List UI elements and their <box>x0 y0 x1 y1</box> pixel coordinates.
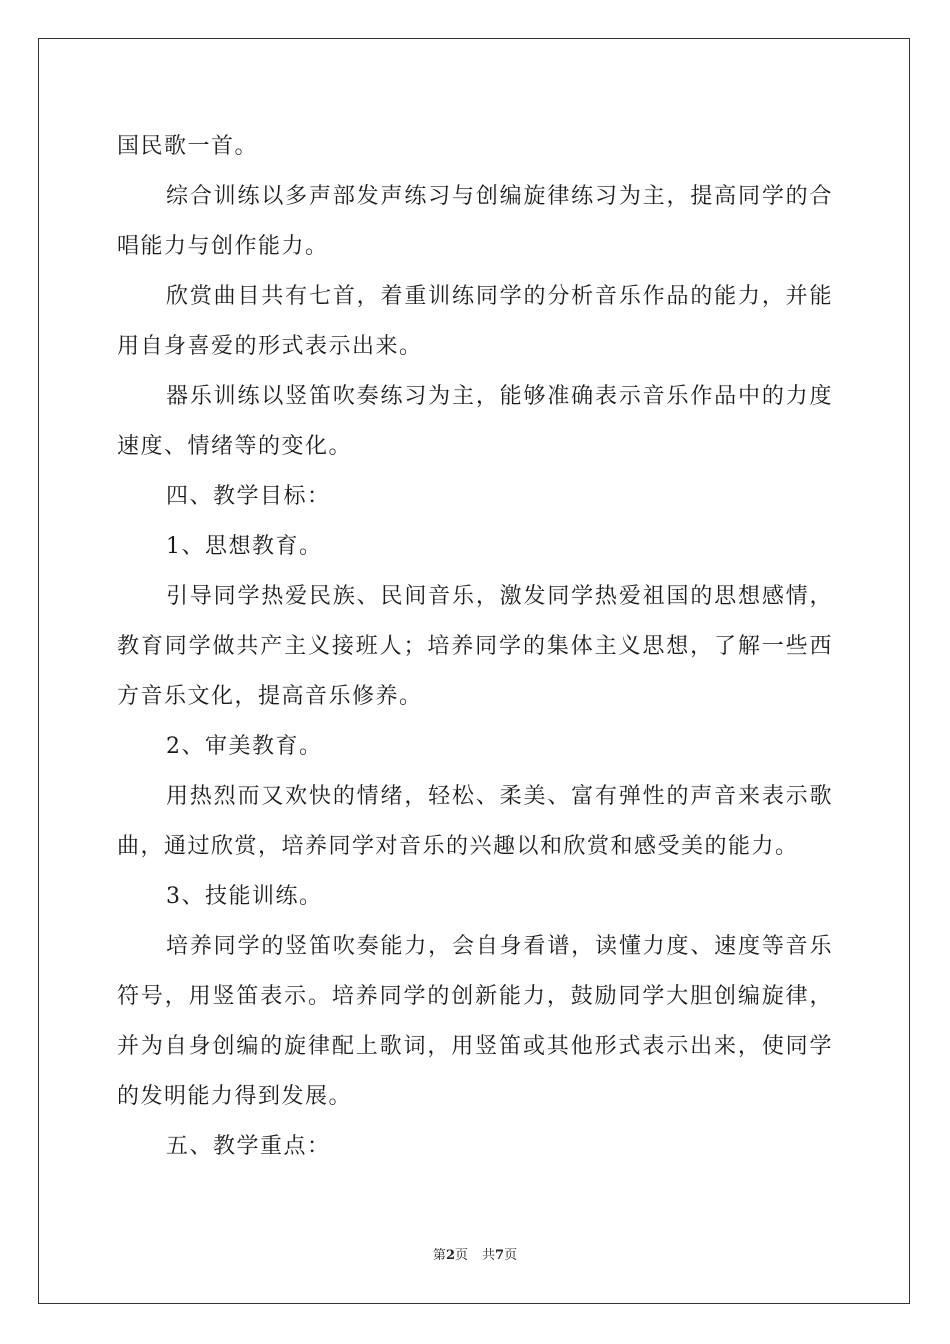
paragraph-6: 引导同学热爱民族、民间音乐，激发同学热爱祖国的思想感情，教育同学做共产主义接班人；培养同学的集体主义思想，了解一些西方音乐文化，提高音乐修养。 <box>117 584 833 709</box>
section-heading-key-points: 五、教学重点： <box>166 1134 331 1159</box>
footer-total-prefix: 共 <box>482 1248 496 1263</box>
subheading-ideology: 1、思想教育。 <box>166 534 323 559</box>
paragraph-10: 培养同学的竖笛吹奏能力，会自身看谱，读懂力度、速度等音乐符号，用竖笛表示。培养同学的创新能力，鼓励同学大胆创编旋律，并为自身创编的旋律配上歌词，用竖笛或其他形式表示出来，使同学的发明能力得到发展。 <box>117 934 833 1109</box>
section-heading-objectives: 四、教学目标： <box>166 484 331 509</box>
paragraph-0: 国民歌一首。 <box>117 134 259 159</box>
paragraph-1: 综合训练以多声部发声练习与创编旋律练习为主，提高同学的合唱能力与创作能力。 <box>117 184 833 259</box>
page-footer <box>0 1244 950 1263</box>
subheading-aesthetics: 2、审美教育。 <box>166 734 323 759</box>
document-body <box>117 122 833 1172</box>
paragraph-2: 欣赏曲目共有七首，着重训练同学的分析音乐作品的能力，并能用自身喜爱的形式表示出来。 <box>117 284 833 359</box>
footer-total-suffix: 页 <box>504 1248 518 1263</box>
footer-page-prefix: 第 <box>432 1248 446 1263</box>
paragraph-8: 用热烈而又欢快的情绪，轻松、柔美、富有弹性的声音来表示歌曲，通过欣赏，培养同学对音乐的兴趣以和欣赏和感受美的能力。 <box>117 784 833 859</box>
footer-page-current: 2 <box>445 1248 455 1263</box>
subheading-skills: 3、技能训练。 <box>166 884 323 909</box>
footer-page-suffix: 页 <box>454 1248 468 1263</box>
footer-page-total: 7 <box>495 1248 505 1263</box>
paragraph-3: 器乐训练以竖笛吹奏练习为主，能够准确表示音乐作品中的力度速度、情绪等的变化。 <box>117 384 833 459</box>
